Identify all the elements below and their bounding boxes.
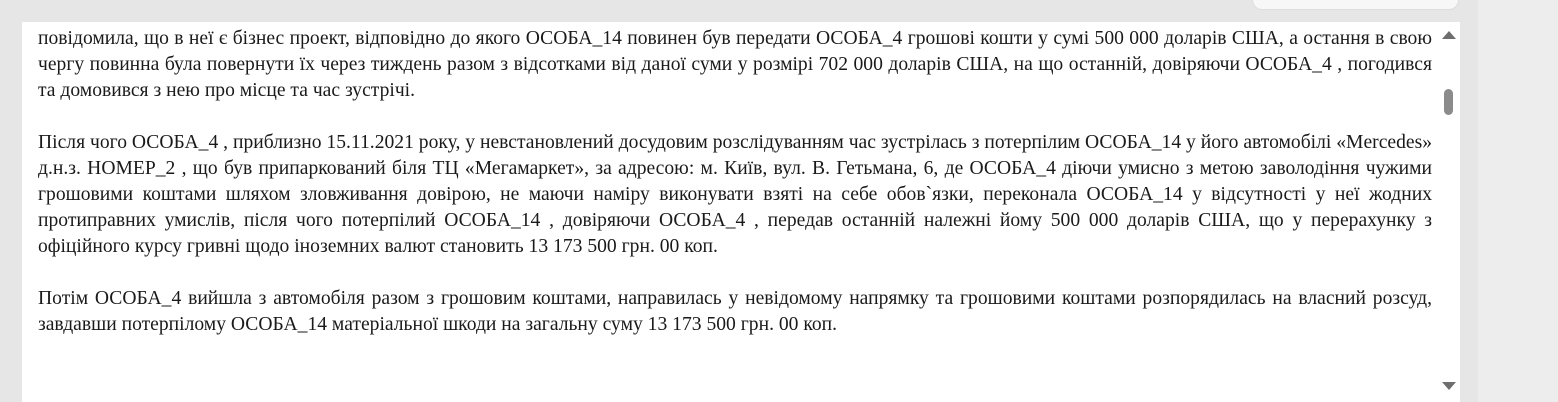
arrow-up-icon[interactable] [1442,31,1456,39]
document-text [38,26,1432,364]
arrow-down-icon[interactable] [1442,382,1456,390]
paragraph-1: повідомила, що в неї є бізнес проект, відповідно до якого ОСОБА_14 повинен був передати ОСОБА_4 грошові кошти у сумі 500 000 доларів США, а остання в свою чергу повинна була повернути їх через тиждень разом з відсотками від даної суми у розмірі 702 000 доларів США, на що останній, довіряючи ОСОБА_4 , погодився та домовився з нею про місце та час зустрічі. [38,28,1432,101]
paragraph-3: Потім ОСОБА_4 вийшла з автомобіля разом з грошовим коштами, направилась у невідомому напрямку та грошовими коштами розпорядилась на власний розсуд, завдавши потерпілому ОСОБА_14 матеріальної шкоди на загальну суму 13 173 500 грн. 00 коп. [38,288,1432,335]
vertical-scrollbar[interactable] [1437,22,1460,402]
scrollbar-thumb[interactable] [1444,89,1453,115]
search-field[interactable] [1252,0,1459,10]
document-panel [22,22,1460,402]
paragraph-2: Після чого ОСОБА_4 , приблизно 15.11.2021 року, у невстановлений досудовим розслідуванням час зустрілась з потерпілим ОСОБА_14 у його автомобілі «Mercedes» д.н.з. НОМЕР_2 , що був припаркований біля ТЦ «Мегамаркет», за адресою: м. Київ, вул. В. Гетьмана, 6, де ОСОБА_4 діючи умисно з метою заволодіння чужими грошовими коштами шляхом зловживання довірою, не маючи наміру виконувати взяті на себе обов`язки, переконала ОСОБА_14 у відсутності у неї жодних протиправних умислів, після чого потерпілий ОСОБА_14 , довіряючи ОСОБА_4 , передав останній належні йому 500 000 доларів США, що у перерахунку з офіційного курсу гривні щодо іноземних валют становить 13 173 500 грн. 00 коп. [38,132,1432,257]
